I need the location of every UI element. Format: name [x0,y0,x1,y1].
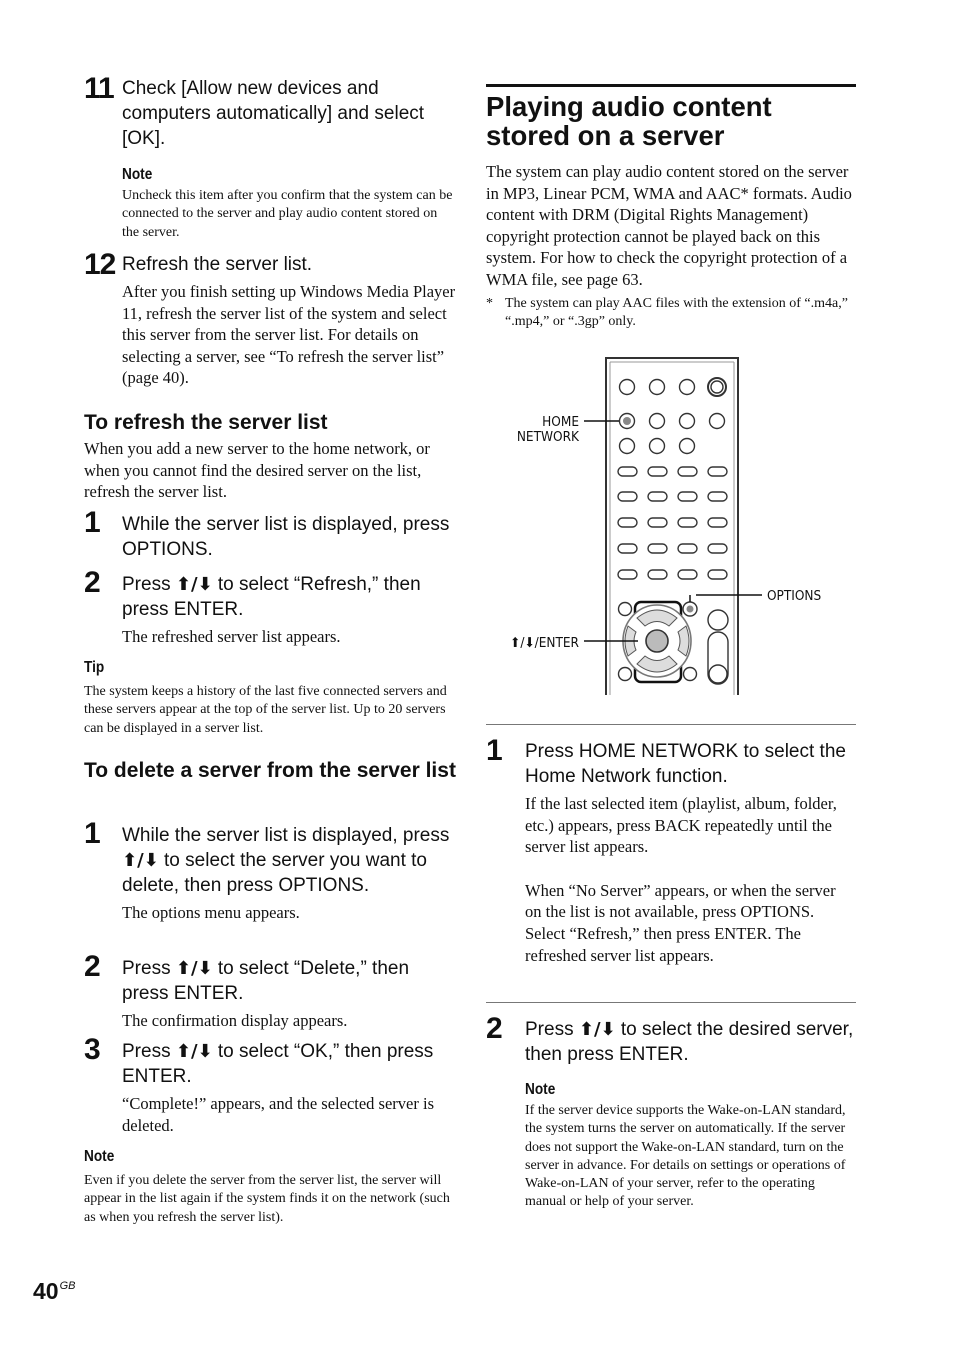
step-body: After you finish setting up Windows Media Player 11, refresh the server list of the system and select this server from the server list. For details on selecting a server, see “To refresh the server list” (page 40). [122,282,456,388]
step-number: 1 [84,506,100,539]
section-intro-refresh: When you add a new server to the home network, or when you cannot find the desired server on the list, refresh the server list. [84,439,430,502]
up-down-arrow-icon: ⬆/⬇ [175,574,213,595]
note-text: Uncheck this item after you confirm that the system can be connected to the server and play audio content stored on the server. [122,188,453,240]
delete-step-3 [84,1033,456,1136]
heading-rule [486,84,856,87]
enter-button [646,630,668,652]
enter-label: ⬆/⬇/ENTER [510,635,579,651]
section-heading-delete: To delete a server from the server list [84,759,456,782]
step-title: While the server list is displayed, press OPTIONS. [122,514,450,560]
step-number: 1 [84,817,100,850]
step-body: The confirmation display appears. [122,1011,348,1030]
step-body: “Complete!” appears, and the selected server is deleted. [122,1094,434,1135]
step-number: 12 [84,248,116,281]
home-label-line2: NETWORK [516,429,579,445]
intro-paragraph: The system can play audio content stored on the server in MP3, Linear PCM, WMA and AAC* formats. Audio content with DRM (Digital Rights Management) copyright protection cannot be played back on this system. For how to check the copyright protection of a WMA file, see page 63. [486,162,852,289]
step-title: Press ⬆/⬇ to select “Refresh,” then press ENTER. [122,574,421,620]
note-label: Note [122,166,153,183]
remote-button [620,380,635,395]
refresh-step-2 [84,566,456,648]
step-title: Press ⬆/⬇ to select “OK,” then press ENTER. [122,1041,434,1087]
step-number: 1 [486,734,502,767]
step-title: Press HOME NETWORK to select the Home Network function. [525,741,846,787]
step-body: The options menu appears. [122,903,300,922]
section-heading-refresh: To refresh the server list [84,411,328,434]
tip-text: The system keeps a history of the last five connected servers and these servers appear at the top of the server list. Up to 20 servers can be displayed in a server list. [84,684,447,736]
remote-button [650,380,665,395]
step-title: While the server list is displayed, press ⬆/⬇ to select the server you want to delete, then press OPTIONS. [122,825,450,896]
step-title: Check [Allow new devices and computers automatically] and select [OK]. [122,78,425,149]
up-down-arrow-icon: ⬆/⬇ [175,958,213,979]
note-label: Note [525,1081,556,1098]
footnote: * The system can play AAC files with the extension of “.m4a,” “.mp4,” or “.3gp” only. [486,296,848,330]
up-down-arrow-icon: ⬆/⬇ [578,1019,616,1040]
step-12 [84,248,456,389]
remote-button [650,414,665,429]
remote-button [680,380,695,395]
play-step-2 [486,1012,856,1212]
step-title: Press ⬆/⬇ to select the desired server, then press ENTER. [525,1019,854,1065]
step-11 [84,72,456,242]
step-number: 2 [486,1012,502,1045]
step-title: Press ⬆/⬇ to select “Delete,” then press ENTER. [122,958,410,1004]
step-title: Refresh the server list. [122,254,313,275]
step-number: 2 [84,950,100,983]
remote-button [680,439,695,454]
remote-button [620,439,635,454]
remote-illustration [486,350,856,695]
delete-step-1 [84,817,456,924]
step-number: 11 [84,72,114,105]
options-label: OPTIONS [767,588,822,604]
refresh-step-1 [84,506,456,562]
up-down-arrow-icon: ⬆/⬇ [175,1041,213,1062]
step-body: If the last selected item (playlist, album, folder, etc.) appears, press BACK repeatedly until the server list appears. [525,794,837,857]
page-title: Playing audio content stored on a server [486,91,772,151]
tip-label: Tip [84,659,105,676]
home-label-line1: HOME [542,414,579,430]
remote-button [710,414,725,429]
divider [486,1002,856,1003]
step-number: 2 [84,566,100,599]
up-down-arrow-icon: ⬆/⬇ [122,850,159,871]
remote-button [650,439,665,454]
note-text: If the server device supports the Wake-on-LAN standard, the system turns the server on automatically. If the server does not support the Wake-on-LAN standard, turn on the server in advance. For details on settings or operations of Wake-on-LAN of your server, refer to the operating manual or help of your server. [525,1103,846,1210]
page-number: $40^{GB}$ [33,1278,76,1304]
step-number: 3 [84,1033,100,1066]
note-text: Even if you delete the server from the server list, the server will appear in the list again if the system finds it on the network (such as when you refresh the server list). [84,1173,450,1225]
divider [486,724,856,725]
play-step-1 [486,734,856,966]
remote-button [680,414,695,429]
step-body: When “No Server” appears, or when the server on the list is not available, press OPTIONS. Select “Refresh,” then press ENTER. The refreshed server list appears. [525,880,836,965]
step-body: The refreshed server list appears. [122,627,341,646]
delete-step-2 [84,950,456,1032]
note-label: Note [84,1148,115,1165]
